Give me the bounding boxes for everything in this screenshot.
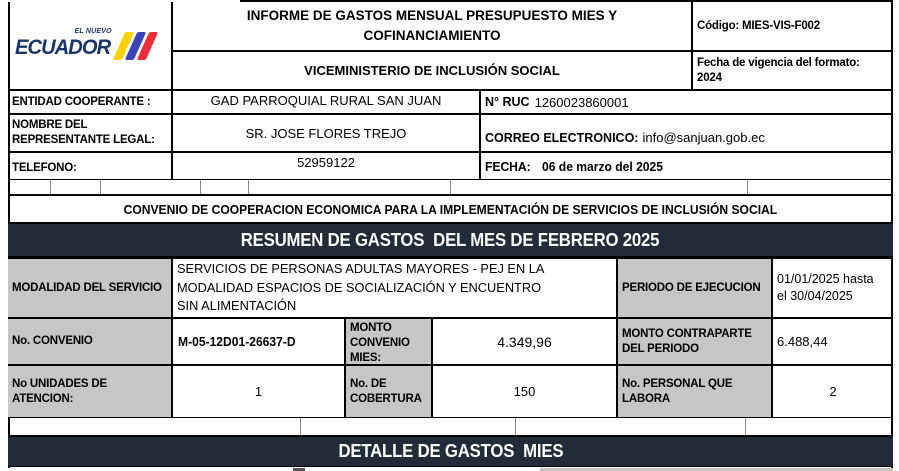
monto-mies-value — [432, 318, 617, 365]
convenio-banner: CONVENIO DE COOPERACION ECONOMICA PARA LA IMPLEMENTACIÓN DE SERVICIOS DE INCLUSIÓN SOCIAL — [123, 201, 778, 217]
modalidad-value-cell — [172, 258, 617, 318]
ruc-label: N° RUC — [485, 95, 530, 109]
convenio-num-value: M-05-12D01-26637-D — [178, 334, 296, 349]
report-title-line1: INFORME DE GASTOS MENSUAL PRESUPUESTO MIES Y — [246, 8, 618, 24]
codigo-cell: Código: MIES-VIS-F002 — [692, 2, 893, 51]
contraparte-value — [772, 318, 893, 365]
gridline-tick — [515, 418, 516, 437]
representante-value: SR. JOSE FLORES TREJO — [172, 114, 480, 152]
logo-stripes-icon — [119, 32, 155, 60]
fecha-cell — [480, 152, 893, 180]
vigencia-line1: Fecha de vigencia del formato: — [697, 56, 860, 69]
gridline-tick — [745, 418, 746, 437]
gridline-tick — [300, 418, 301, 437]
entidad-value: GAD PARROQUIAL RURAL SAN JUAN — [172, 90, 480, 114]
telefono-label: TELEFONO: — [8, 152, 172, 180]
cobertura-value: 150 — [432, 365, 617, 418]
detalle-banner: DETALLE DE GASTOS MIES — [338, 441, 563, 461]
gridline-tick — [100, 180, 101, 196]
ruc-cell — [480, 90, 893, 114]
logo-ecuador-text: ECUADOR — [14, 35, 110, 59]
monto-mies-amount: 4.349,96 — [497, 333, 552, 350]
telefono-value: 52959122 — [172, 152, 480, 180]
unidades-label: No UNIDADES DE ATENCION: — [8, 365, 172, 418]
gridline-tick — [248, 180, 249, 196]
personal-label: No. PERSONAL QUE LABORA — [617, 365, 772, 418]
vigencia-line2: 2024 — [697, 71, 722, 84]
gridline-tick — [50, 180, 51, 196]
detalle-banner-cell — [8, 437, 893, 467]
report-title — [172, 2, 692, 51]
spacer-row-2 — [8, 418, 893, 437]
periodo-value-cell — [772, 258, 893, 318]
periodo-label: PERIODO DE EJECUCION — [617, 258, 772, 318]
fecha-label: FECHA: — [485, 158, 531, 174]
convenio-num-value-cell — [172, 318, 345, 365]
convenio-num-label: No. CONVENIO — [8, 318, 172, 365]
report-subtitle: VICEMINISTERIO DE INCLUSIÓN SOCIAL — [304, 63, 560, 78]
ecuador-logo — [15, 24, 165, 68]
correo-label: CORREO ELECTRONICO: — [485, 131, 639, 145]
cobertura-label: No. DE COBERTURA — [345, 365, 432, 418]
gridline-tick — [747, 180, 748, 196]
report-subtitle-cell — [172, 51, 692, 90]
modalidad-value: SERVICIOS DE PERSONAS ADULTAS MAYORES - PEJ EN LA MODALIDAD ESPACIOS DE SOCIALIZACIÓN Y ENCUENTRO SIN ALIMENTACIÓN — [177, 261, 544, 314]
monto-mies-label: MONTO CONVENIO MIES: — [345, 318, 432, 365]
logo-tagline: EL NUEVO — [74, 27, 112, 35]
entidad-label: ENTIDAD COOPERANTE : — [8, 90, 172, 114]
fecha-value: 06 de marzo del 2025 — [542, 158, 664, 174]
correo-cell — [480, 114, 893, 152]
contraparte-label: MONTO CONTRAPARTE DEL PERIODO — [617, 318, 772, 365]
resumen-banner: RESUMEN DE GASTOS DEL MES DE FEBRERO 2025 — [241, 229, 660, 250]
logo-cell — [8, 2, 172, 90]
unidades-value: 1 — [172, 365, 345, 418]
periodo-value: 01/01/2025 hasta el 30/04/2025 — [777, 271, 874, 303]
report-title-line2: COFINANCIAMIENTO — [363, 28, 501, 43]
convenio-banner-cell — [8, 196, 893, 224]
representante-label: NOMBRE DEL REPRESENTANTE LEGAL: — [8, 114, 172, 152]
vigencia-cell — [692, 51, 893, 90]
gridline-tick — [450, 180, 451, 196]
modalidad-label: MODALIDAD DEL SERVICIO — [8, 258, 172, 318]
resumen-banner-cell — [8, 224, 893, 258]
personal-value: 2 — [772, 365, 893, 418]
gridline-tick — [200, 180, 201, 196]
spacer-row-1 — [8, 180, 893, 196]
correo-value: info@sanjuan.gob.ec — [642, 130, 765, 145]
contraparte-amount: 6.488,44 — [777, 334, 828, 349]
ruc-value: 1260023860001 — [534, 94, 629, 110]
